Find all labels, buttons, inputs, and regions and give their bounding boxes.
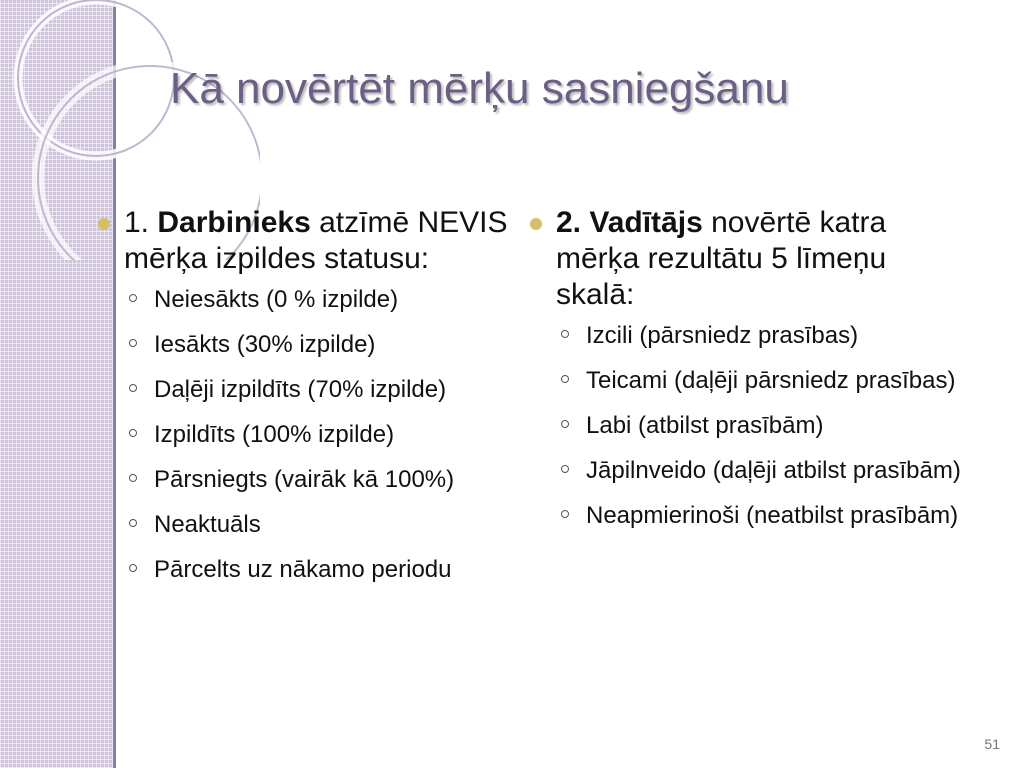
list-item — [528, 321, 968, 350]
list-item-text: Pārcelts uz nākamo periodu — [154, 556, 452, 583]
status-list — [96, 285, 536, 584]
list-item — [528, 366, 968, 395]
right-lead-bold: 2. Vadītājs — [556, 206, 703, 239]
list-item — [96, 510, 536, 539]
list-item — [96, 285, 536, 314]
list-item — [96, 375, 536, 404]
list-item — [96, 330, 536, 359]
list-item — [528, 411, 968, 440]
list-item — [96, 465, 536, 494]
left-lead-paragraph — [96, 205, 536, 277]
left-lead-text: atzīmē NEVIS mērķa izpildes statusu: — [124, 206, 508, 275]
list-item-text: Jāpilnveido (daļēji atbilst prasībām) — [586, 457, 961, 484]
list-item-text: Pārsniegts (vairāk kā 100%) — [154, 466, 455, 493]
page-number: 51 — [984, 736, 1000, 752]
ring-bullet-icon — [129, 519, 137, 527]
round-bullet-icon — [530, 218, 542, 230]
list-item-text: Labi (atbilst prasībām) — [586, 412, 824, 439]
list-item-text: Izcili (pārsniedz prasības) — [586, 322, 859, 349]
ring-bullet-icon — [129, 429, 137, 437]
list-item-text: Izpildīts (100% izpilde) — [154, 421, 395, 448]
round-bullet-icon — [98, 218, 110, 230]
right-lead-paragraph — [528, 205, 968, 313]
ring-bullet-icon — [129, 564, 137, 572]
list-item-text: Neiesākts (0 % izpilde) — [154, 286, 399, 313]
left-lead-prefix: 1. — [124, 206, 158, 239]
list-item — [528, 456, 968, 485]
ring-bullet-icon — [129, 339, 137, 347]
ring-bullet-icon — [129, 294, 137, 302]
list-item-text: Neapmierinoši (neatbilst prasībām) — [586, 502, 959, 529]
slide-title: Kā novērtēt mērķu sasniegšanu — [170, 64, 789, 113]
ring-bullet-icon — [561, 465, 569, 473]
list-item — [528, 501, 968, 530]
left-column — [96, 205, 536, 600]
list-item-text: Teicami (daļēji pārsniedz prasības) — [586, 367, 956, 394]
list-item-text: Neaktuāls — [154, 511, 261, 538]
left-lead-bold: Darbinieks — [157, 206, 311, 239]
list-item — [96, 555, 536, 584]
ring-bullet-icon — [561, 330, 569, 338]
right-lead-text: novērtē katra mērķa rezultātu 5 līmeņu skalā: — [556, 206, 887, 311]
ring-bullet-icon — [561, 375, 569, 383]
right-column — [528, 205, 968, 546]
ring-bullet-icon — [561, 510, 569, 518]
list-item-text: Iesākts (30% izpilde) — [154, 331, 376, 358]
ring-bullet-icon — [129, 384, 137, 392]
rating-scale-list — [528, 321, 968, 530]
list-item — [96, 420, 536, 449]
ring-bullet-icon — [561, 420, 569, 428]
ring-bullet-icon — [129, 474, 137, 482]
list-item-text: Daļēji izpildīts (70% izpilde) — [154, 376, 447, 403]
